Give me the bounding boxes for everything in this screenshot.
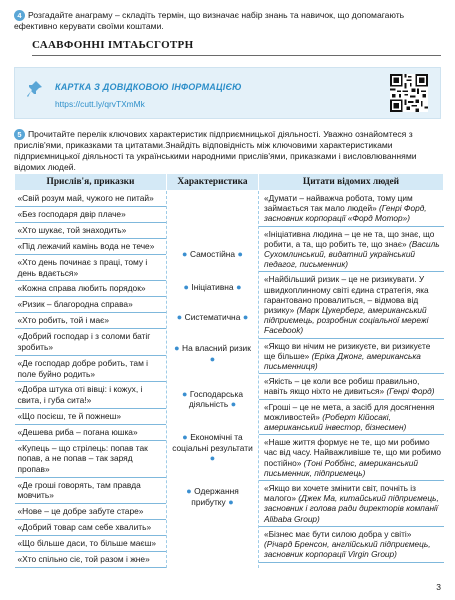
header-quotes: Цитати відомих людей: [259, 174, 444, 191]
task-5: [14, 129, 441, 173]
quote-item: «Думати – найважча робота, тому цим займається так мало людей» (Генрі Форд, засновник корпорації «Форд Мотор»): [259, 191, 444, 227]
proverb-item: «Добрий господар і з соломи батіг зробить»: [15, 329, 167, 355]
feature-item: ● Ініціативна ●: [183, 281, 242, 292]
pin-icon: [27, 80, 43, 98]
feature-item: ● Господарська діяльність ●: [181, 388, 244, 410]
proverb-item: «Де гроші говорять, там правда мовчить»: [15, 478, 167, 504]
matching-table: [14, 173, 444, 568]
header-proverbs: Прислів'я, приказки: [15, 174, 167, 191]
proverb-item: «Без господаря двір плаче»: [15, 207, 167, 223]
quote-item: «Наше життя формує не те, що ми робимо час від часу. Найважливіше те, що ми робимо постійно» (Тоні Роббінс, американський письменник, підприємець): [259, 435, 444, 481]
feature-item: ● Систематична ●: [176, 312, 249, 323]
task-number-badge: 4: [14, 10, 25, 21]
proverb-item: «Хто день починає з праці, тому і день вдається»: [15, 255, 167, 281]
proverb-item: «Свій розум май, чужого не питай»: [15, 191, 167, 207]
task-5-text: Прочитайте перелік ключових характеристик підприємницької діяльності. Уважно ознайомтеся з прислів'ями, приказками та цитатами.Знайдіть відповідність між ключовими характеристиками підприємницької діяльності та українськими народними прислів'ями, приказками і висловлюваннями відомих людей.: [14, 129, 417, 172]
proverb-item: «Що посієш, те й пожнеш»: [15, 409, 167, 425]
qr-code-icon[interactable]: [390, 74, 428, 112]
task-number-badge: 5: [14, 129, 25, 140]
proverb-item: «Хто робить, той і має»: [15, 313, 167, 329]
proverb-item: «Дешева риба – погана юшка»: [15, 425, 167, 441]
feature-item: ● Економічні та соціальні результати ●: [172, 431, 253, 464]
header-characteristic: Характеристика: [167, 174, 259, 191]
proverb-item: «Добра штука оті вівці: і кожух, і свита, і губа сита!»: [15, 382, 167, 408]
info-card: [14, 67, 441, 119]
answer-line: [32, 55, 441, 56]
proverbs-column: [15, 191, 167, 569]
quote-item: «Гроші – це не мета, а засіб для досягнення можливостей» (Роберт Кійосакі, американський інвестор, бізнесмен): [259, 400, 444, 436]
anagram-text: СААВФОННІ ІМТАЬСГОТРН: [32, 39, 194, 51]
characteristics-column: [167, 191, 259, 569]
feature-item: ● На власний ризик ●: [174, 343, 251, 364]
proverb-item: «Під лежачий камінь вода не тече»: [15, 239, 167, 255]
quotes-column: [259, 191, 444, 569]
info-card-link[interactable]: https://cutt.ly/qrvTXmMk: [55, 99, 145, 109]
quote-item: «Бізнес має бути силою добра у світі» (Річард Бренсон, англійський підприємець, засновник корпорації Virgin Group): [259, 527, 444, 563]
proverb-item: «Хто спільно сіє, той разом і жне»: [15, 552, 167, 568]
quote-item: «Якщо ви нічим не ризикуєте, ви ризикуєте ще більше» (Еріка Джонг, американська письменниця): [259, 339, 444, 375]
info-card-title: КАРТКА З ДОВІДКОВОЮ ІНФОРМАЦІЄЮ: [55, 82, 242, 92]
proverb-item: «Кожна справа любить порядок»: [15, 281, 167, 297]
quote-item: «Ініціативна людина – це не та, що знає, що робити, а та, що робить те, що знає» (Василь Сухомлинський, видатний український педагог, письменник): [259, 227, 444, 273]
quote-item: «Якість – це коли все робиш правильно, навіть якщо ніхто не дивиться» (Генрі Форд): [259, 374, 444, 399]
proverb-item: «Що більше даси, то більше маєш»: [15, 536, 167, 552]
proverb-item: «Ризик – благородна справа»: [15, 297, 167, 313]
proverb-item: «Де господар добре робить, там і поле буйно родить»: [15, 356, 167, 382]
page-number: 3: [436, 582, 441, 592]
feature-item: ● Самостійна ●: [182, 249, 243, 259]
task-4: [14, 10, 441, 32]
task-4-text: Розгадайте анаграму – складіть термін, що визначає набір знань та навичок, що допомагають ефективно керувати своїми коштами.: [14, 10, 405, 31]
feature-item: ● Одержання прибутку ●: [186, 486, 239, 507]
proverb-item: «Купець – що стрілець: попав так попав, а не попав – так заряд пропав»: [15, 441, 167, 478]
quote-item: «Якщо ви хочете змінити світ, почніть із малого» (Джек Ма, китайський підприємець, засновник і голова ради директорів компанії Alibaba Group): [259, 481, 444, 527]
proverb-item: «Хто шукає, той знаходить»: [15, 223, 167, 239]
proverb-item: «Нове – це добре забуте старе»: [15, 504, 167, 520]
proverb-item: «Добрий товар сам себе хвалить»: [15, 520, 167, 536]
quote-item: «Найбільший ризик – це не ризикувати. У швидкоплинному світі єдина стратегія, яка гарантовано провалиться, – відмова від ризику» (Марк Цукерберг, американський підприємець, розробник соціальної мережі Facebook): [259, 272, 444, 338]
